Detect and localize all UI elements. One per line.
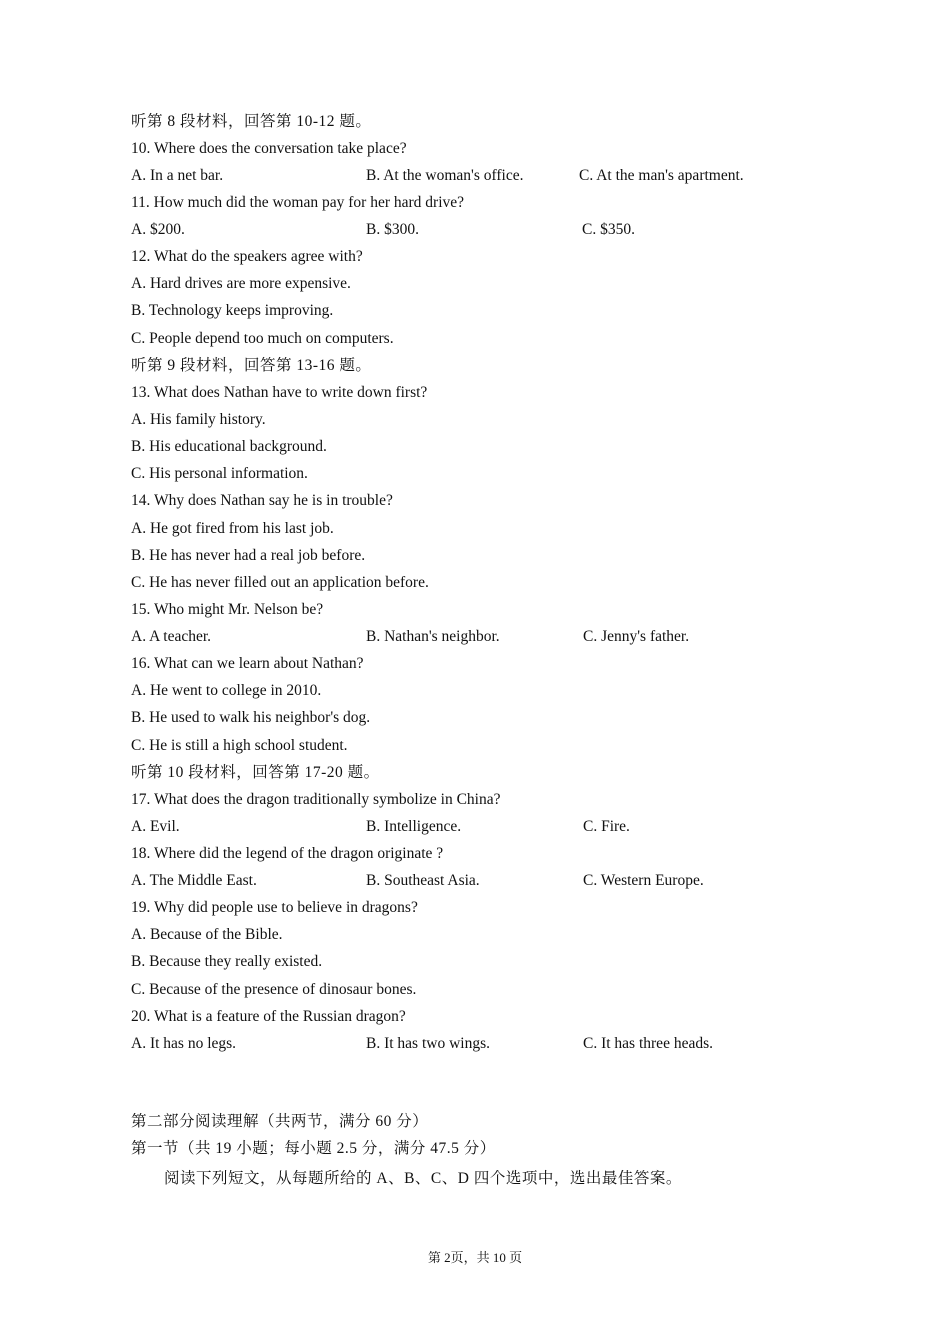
option-11-a: A. $200. bbox=[131, 221, 185, 238]
option-18-b: B. Southeast Asia. bbox=[366, 872, 480, 889]
question-18: 18. Where did the legend of the dragon originate ? bbox=[131, 845, 444, 862]
option-20-a: A. It has no legs. bbox=[131, 1035, 237, 1052]
question-14: 14. Why does Nathan say he is in trouble? bbox=[131, 492, 393, 509]
option-16-a: A. He went to college in 2010. bbox=[131, 682, 322, 699]
option-12-c: C. People depend too much on computers. bbox=[131, 330, 394, 347]
part2-title: 第二部分阅读理解（共两节，满分 60 分） bbox=[131, 1113, 429, 1130]
option-11-c: C. $350. bbox=[582, 221, 635, 238]
question-10: 10. Where does the conversation take place? bbox=[131, 140, 407, 157]
option-16-b: B. He used to walk his neighbor's dog. bbox=[131, 709, 371, 726]
option-10-c: C. At the man's apartment. bbox=[579, 167, 744, 184]
option-12-b: B. Technology keeps improving. bbox=[131, 302, 334, 319]
option-13-a: A. His family history. bbox=[131, 411, 266, 428]
question-19: 19. Why did people use to believe in dragons? bbox=[131, 899, 418, 916]
option-17-a: A. Evil. bbox=[131, 818, 180, 835]
option-10-b: B. At the woman's office. bbox=[366, 167, 524, 184]
page-footer: 第 2页，共 10 页 bbox=[427, 1250, 523, 1265]
part2-instruction: 阅读下列短文，从每题所给的 A、B、C、D 四个选项中，选出最佳答案。 bbox=[164, 1170, 682, 1187]
question-17: 17. What does the dragon traditionally symbolize in China? bbox=[131, 791, 501, 808]
option-20-b: B. It has two wings. bbox=[366, 1035, 490, 1052]
option-14-c: C. He has never filled out an application before. bbox=[131, 574, 429, 591]
section-heading-10: 听第 10 段材料，回答第 17-20 题。 bbox=[131, 764, 380, 781]
option-17-c: C. Fire. bbox=[583, 818, 630, 835]
option-15-a: A. A teacher. bbox=[131, 628, 212, 645]
option-12-a: A. Hard drives are more expensive. bbox=[131, 275, 351, 292]
section-heading-8: 听第 8 段材料，回答第 10-12 题。 bbox=[131, 113, 372, 130]
option-17-b: B. Intelligence. bbox=[366, 818, 462, 835]
option-19-a: A. Because of the Bible. bbox=[131, 926, 283, 943]
option-14-a: A. He got fired from his last job. bbox=[131, 520, 334, 537]
option-20-c: C. It has three heads. bbox=[583, 1035, 713, 1052]
option-16-c: C. He is still a high school student. bbox=[131, 737, 348, 754]
question-15: 15. Who might Mr. Nelson be? bbox=[131, 601, 324, 618]
part2-section1-heading: 第一节（共 19 小题；每小题 2.5 分，满分 47.5 分） bbox=[131, 1140, 496, 1157]
option-19-c: C. Because of the presence of dinosaur bones. bbox=[131, 981, 417, 998]
question-11: 11. How much did the woman pay for her hard drive? bbox=[131, 194, 465, 211]
option-18-c: C. Western Europe. bbox=[583, 872, 704, 889]
option-15-b: B. Nathan's neighbor. bbox=[366, 628, 500, 645]
option-11-b: B. $300. bbox=[366, 221, 419, 238]
option-10-a: A. In a net bar. bbox=[131, 167, 224, 184]
question-13: 13. What does Nathan have to write down first? bbox=[131, 384, 428, 401]
option-13-b: B. His educational background. bbox=[131, 438, 327, 455]
question-16: 16. What can we learn about Nathan? bbox=[131, 655, 364, 672]
option-15-c: C. Jenny's father. bbox=[583, 628, 690, 645]
option-14-b: B. He has never had a real job before. bbox=[131, 547, 366, 564]
question-12: 12. What do the speakers agree with? bbox=[131, 248, 363, 265]
section-heading-9: 听第 9 段材料，回答第 13-16 题。 bbox=[131, 357, 372, 374]
option-18-a: A. The Middle East. bbox=[131, 872, 257, 889]
option-19-b: B. Because they really existed. bbox=[131, 953, 323, 970]
option-13-c: C. His personal information. bbox=[131, 465, 308, 482]
question-20: 20. What is a feature of the Russian dragon? bbox=[131, 1008, 406, 1025]
